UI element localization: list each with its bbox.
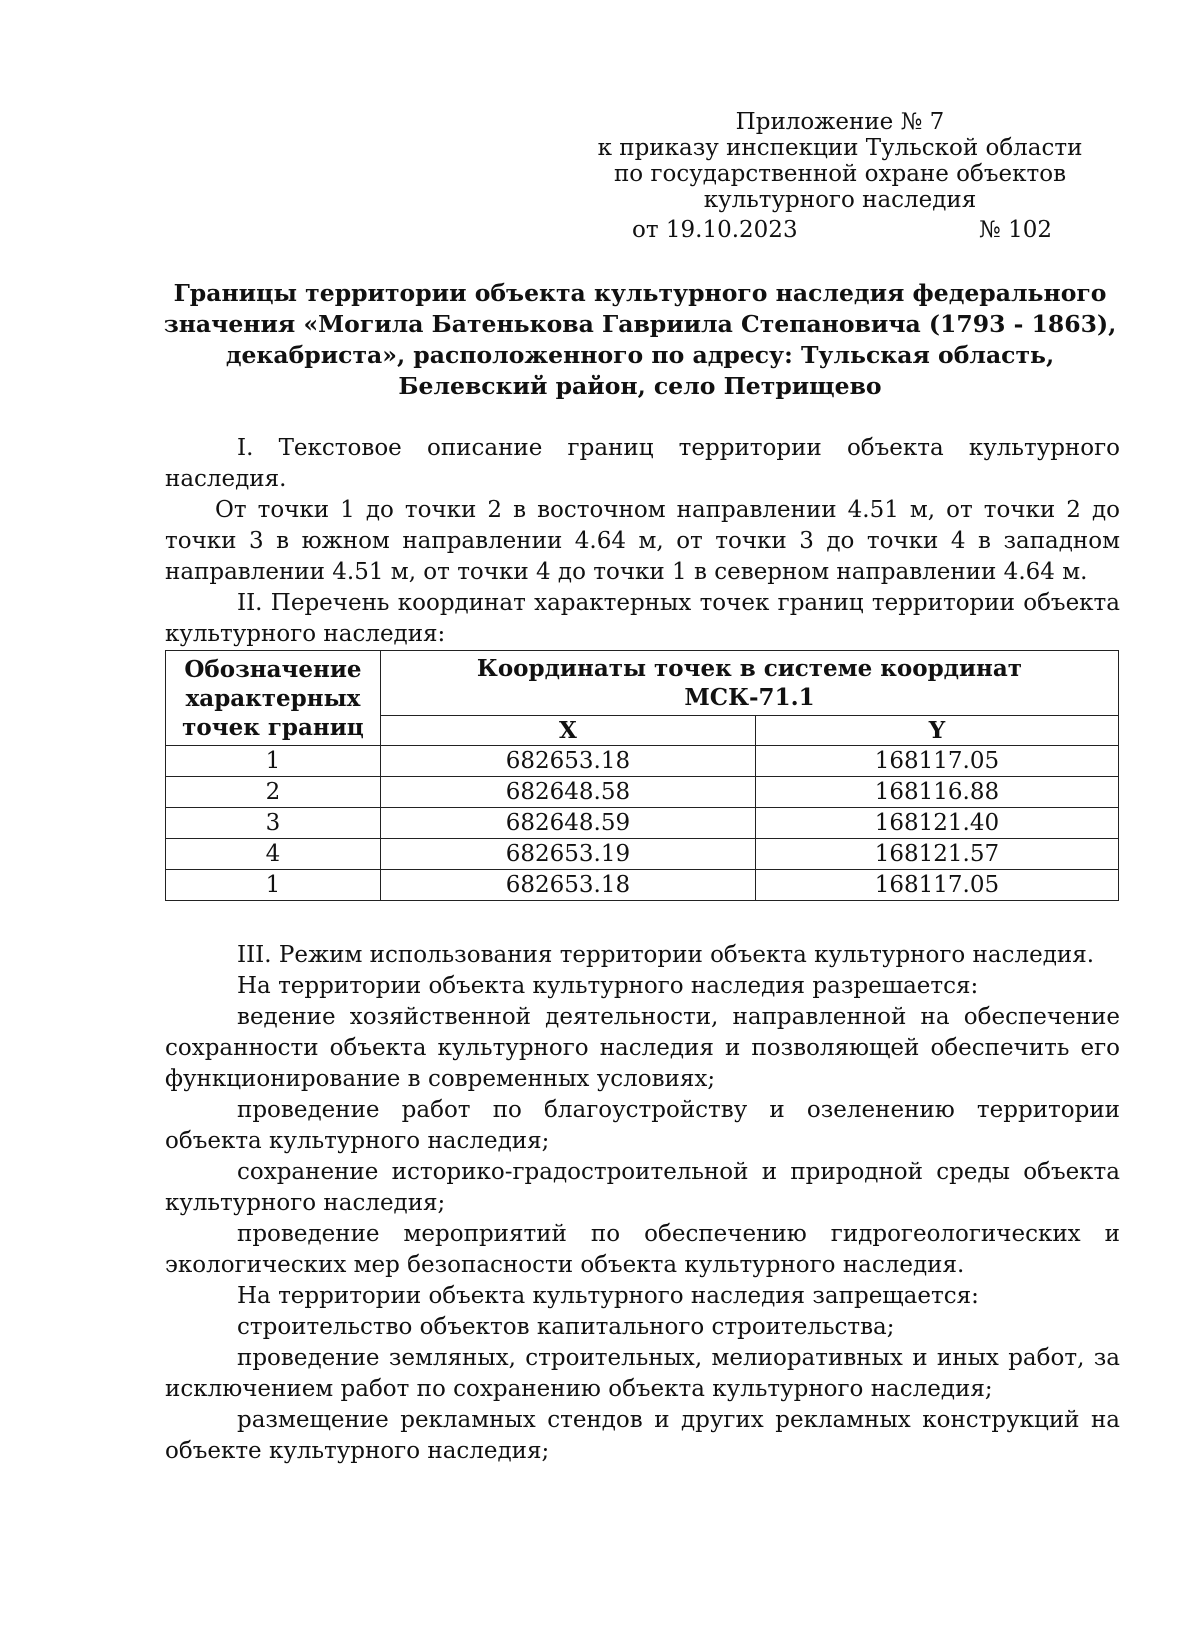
y-cell: 168121.40 bbox=[755, 808, 1118, 839]
point-cell: 4 bbox=[166, 839, 381, 870]
x-cell: 682653.19 bbox=[380, 839, 755, 870]
col-header-y: Y bbox=[755, 716, 1118, 746]
order-date-number bbox=[632, 216, 1052, 244]
section-3 bbox=[165, 940, 1120, 1467]
coordinates-table bbox=[165, 650, 1119, 901]
col-header-coords bbox=[380, 651, 1118, 716]
x-cell: 682653.18 bbox=[380, 870, 755, 901]
col-header-coords-text: Координаты точек в системе координат МСК-71.1 bbox=[476, 655, 1023, 711]
y-cell: 168117.05 bbox=[755, 870, 1118, 901]
x-cell: 682648.58 bbox=[380, 777, 755, 808]
allowed-item: проведение работ по благоустройству и озеленению территории объекта культурного наследия; bbox=[165, 1097, 1120, 1154]
table-row bbox=[166, 746, 1119, 777]
forbidden-item: проведение земляных, строительных, мелиоративных и иных работ, за исключением работ по сохранению объекта культурного наследия; bbox=[165, 1345, 1120, 1402]
allowed-item: проведение мероприятий по обеспечению гидрогеологических и экологических мер безопасности объекта культурного наследия. bbox=[165, 1221, 1120, 1278]
table-row bbox=[166, 839, 1119, 870]
appendix-line-3: по государственной охране объектов bbox=[613, 161, 1067, 187]
order-date: от 19.10.2023 bbox=[632, 217, 798, 243]
forbidden-item: строительство объектов капитального строительства; bbox=[237, 1314, 895, 1340]
y-cell: 168117.05 bbox=[755, 746, 1118, 777]
x-cell: 682653.18 bbox=[380, 746, 755, 777]
point-cell: 1 bbox=[166, 870, 381, 901]
allowed-item: сохранение историко-градостроительной и природной среды объекта культурного наследия; bbox=[165, 1159, 1120, 1216]
title-line-4: Белевский район, село Петрищево bbox=[398, 372, 882, 400]
section-1-text: От точки 1 до точки 2 в восточном направлении 4.51 м, от точки 2 до точки 3 в южном направлении 4.64 м, от точки 3 до точки 4 в западном направлении 4.51 м, от точки 4 до точки 1 в северном направлении 4.64 м. bbox=[165, 497, 1120, 585]
order-number: № 102 bbox=[979, 217, 1052, 243]
appendix-number: Приложение № 7 bbox=[735, 109, 945, 135]
section-3-heading: III. Режим использования территории объекта культурного наследия. bbox=[237, 942, 1095, 968]
col-header-points-text: Обозначение характерных точек границ bbox=[182, 655, 364, 741]
y-cell: 168121.57 bbox=[755, 839, 1118, 870]
section-1-heading: I. Текстовое описание границ территории объекта культурного наследия. bbox=[165, 435, 1120, 492]
y-cell: 168116.88 bbox=[755, 777, 1118, 808]
appendix-line-4: культурного наследия bbox=[703, 187, 977, 213]
point-cell: 1 bbox=[166, 746, 381, 777]
forbidden-intro: На территории объекта культурного наследия запрещается: bbox=[237, 1283, 979, 1309]
title-line-2: значения «Могила Батенькова Гавриила Степановича (1793 - 1863), bbox=[163, 310, 1117, 338]
table-row bbox=[166, 777, 1119, 808]
x-cell: 682648.59 bbox=[380, 808, 755, 839]
forbidden-item: размещение рекламных стендов и других рекламных конструкций на объекте культурного наследия; bbox=[165, 1407, 1120, 1464]
point-cell: 2 bbox=[166, 777, 381, 808]
document-title bbox=[160, 278, 1120, 402]
col-header-x: X bbox=[380, 716, 755, 746]
col-header-points bbox=[166, 651, 381, 746]
point-cell: 3 bbox=[166, 808, 381, 839]
allowed-item: ведение хозяйственной деятельности, направленной на обеспечение сохранности объекта культурного наследия и позволяющей обеспечить его функционирование в современных условиях; bbox=[165, 1004, 1120, 1092]
section-1 bbox=[165, 433, 1120, 650]
section-2-heading: II. Перечень координат характерных точек границ территории объекта культурного наследия: bbox=[165, 590, 1120, 647]
appendix-header bbox=[585, 109, 1095, 213]
table-row bbox=[166, 808, 1119, 839]
title-line-3: декабриста», расположенного по адресу: Тульская область, bbox=[225, 341, 1055, 369]
allowed-intro: На территории объекта культурного наследия разрешается: bbox=[237, 973, 979, 999]
table-row bbox=[166, 870, 1119, 901]
appendix-line-2: к приказу инспекции Тульской области bbox=[597, 135, 1083, 161]
title-line-1: Границы территории объекта культурного наследия федерального bbox=[173, 279, 1107, 307]
